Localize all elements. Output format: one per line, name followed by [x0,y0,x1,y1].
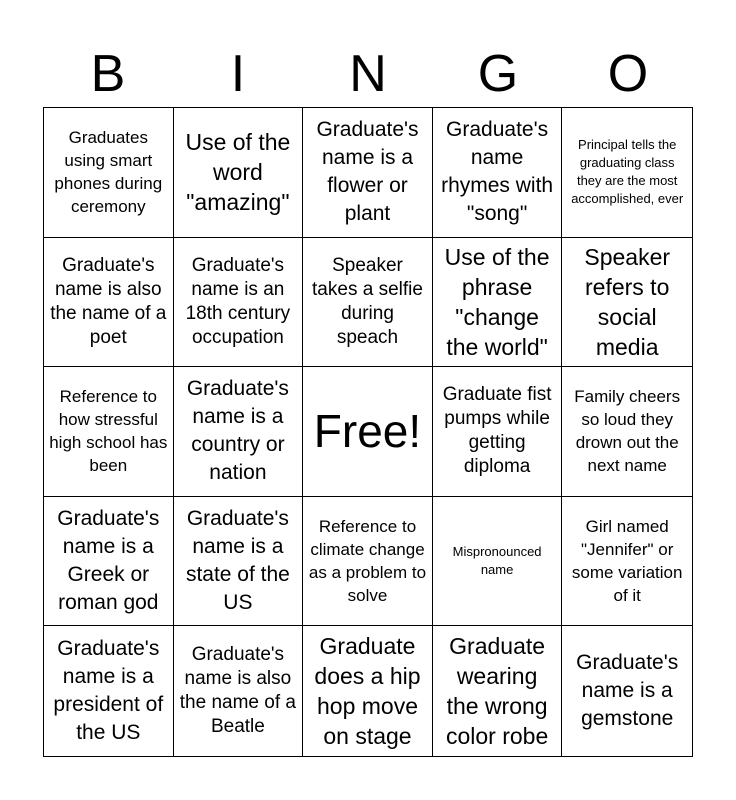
bingo-cell[interactable] [303,626,433,756]
cell-text: Graduate fist pumps while getting diploma [442,384,552,478]
bingo-cell[interactable] [174,108,304,238]
bingo-cell[interactable] [174,238,304,368]
header-letter-i: I [230,45,246,103]
bingo-header [43,40,693,108]
header-letter-n: N [349,45,387,103]
cell-text: Graduate's name is also the name of a poet [50,254,167,348]
header-letter-b: B [90,45,126,103]
cell-text: Graduates using smart phones during ceremony [54,128,163,217]
cell-text: Graduate's name is a president of the US [53,637,164,745]
bingo-cell[interactable] [44,497,174,627]
cell-text: Principal tells the graduating class they are the most accomplished, ever [571,137,684,207]
bingo-cell[interactable] [44,626,174,756]
bingo-cell[interactable] [433,367,563,497]
bingo-cell[interactable] [44,238,174,368]
bingo-cell[interactable] [433,497,563,627]
cell-text: Reference to how stressful high school has been [49,387,168,476]
cell-text: Graduate's name is a state of the US [185,507,290,615]
bingo-cell[interactable] [562,497,692,627]
cell-text: Graduate's name is a country or nation [186,377,289,485]
cell-text: Graduate's name is a gemstone [576,651,679,731]
bingo-cell[interactable] [433,626,563,756]
free-space-text: Free! [313,405,422,458]
cell-text: Speaker refers to social media [584,243,671,360]
bingo-cell[interactable] [174,497,304,627]
cell-text: Use of the word "amazing" [185,129,291,216]
bingo-cell[interactable] [44,108,174,238]
bingo-cell[interactable] [562,238,692,368]
bingo-cell[interactable] [562,108,692,238]
bingo-cell[interactable] [174,367,304,497]
cell-text: Family cheers so loud they drown out the next name [574,387,681,476]
cell-text: Graduate's name is also the name of a Beatle [179,644,296,738]
header-letter-o: O [607,45,649,103]
cell-text: Mispronounced name [452,544,542,578]
bingo-cell[interactable] [174,626,304,756]
cell-text: Girl named "Jennifer" or some variation of it [571,517,683,606]
bingo-grid [43,107,693,757]
cell-text: Graduate does a hip hop move on stage [314,633,421,750]
cell-text: Graduate wearing the wrong color robe [445,633,549,750]
cell-text: Graduate's name is a flower or plant [316,118,419,226]
bingo-cell[interactable] [562,367,692,497]
cell-text: Use of the phrase "change the world" [444,243,550,360]
header-letter-g: G [477,45,519,103]
bingo-cell[interactable] [433,238,563,368]
cell-text: Speaker takes a selfie during speach [312,254,423,348]
cell-text: Graduate's name is a Greek or roman god [57,507,160,615]
cell-text: Reference to climate change as a problem to solve [308,517,427,606]
free-space[interactable] [303,367,433,497]
cell-text: Graduate's name rhymes with "song" [441,118,554,226]
bingo-cell[interactable] [303,108,433,238]
bingo-cell[interactable] [303,238,433,368]
bingo-cell[interactable] [44,367,174,497]
bingo-cell[interactable] [303,497,433,627]
bingo-cell[interactable] [433,108,563,238]
bingo-cell[interactable] [562,626,692,756]
cell-text: Graduate's name is an 18th century occupation [185,254,291,348]
